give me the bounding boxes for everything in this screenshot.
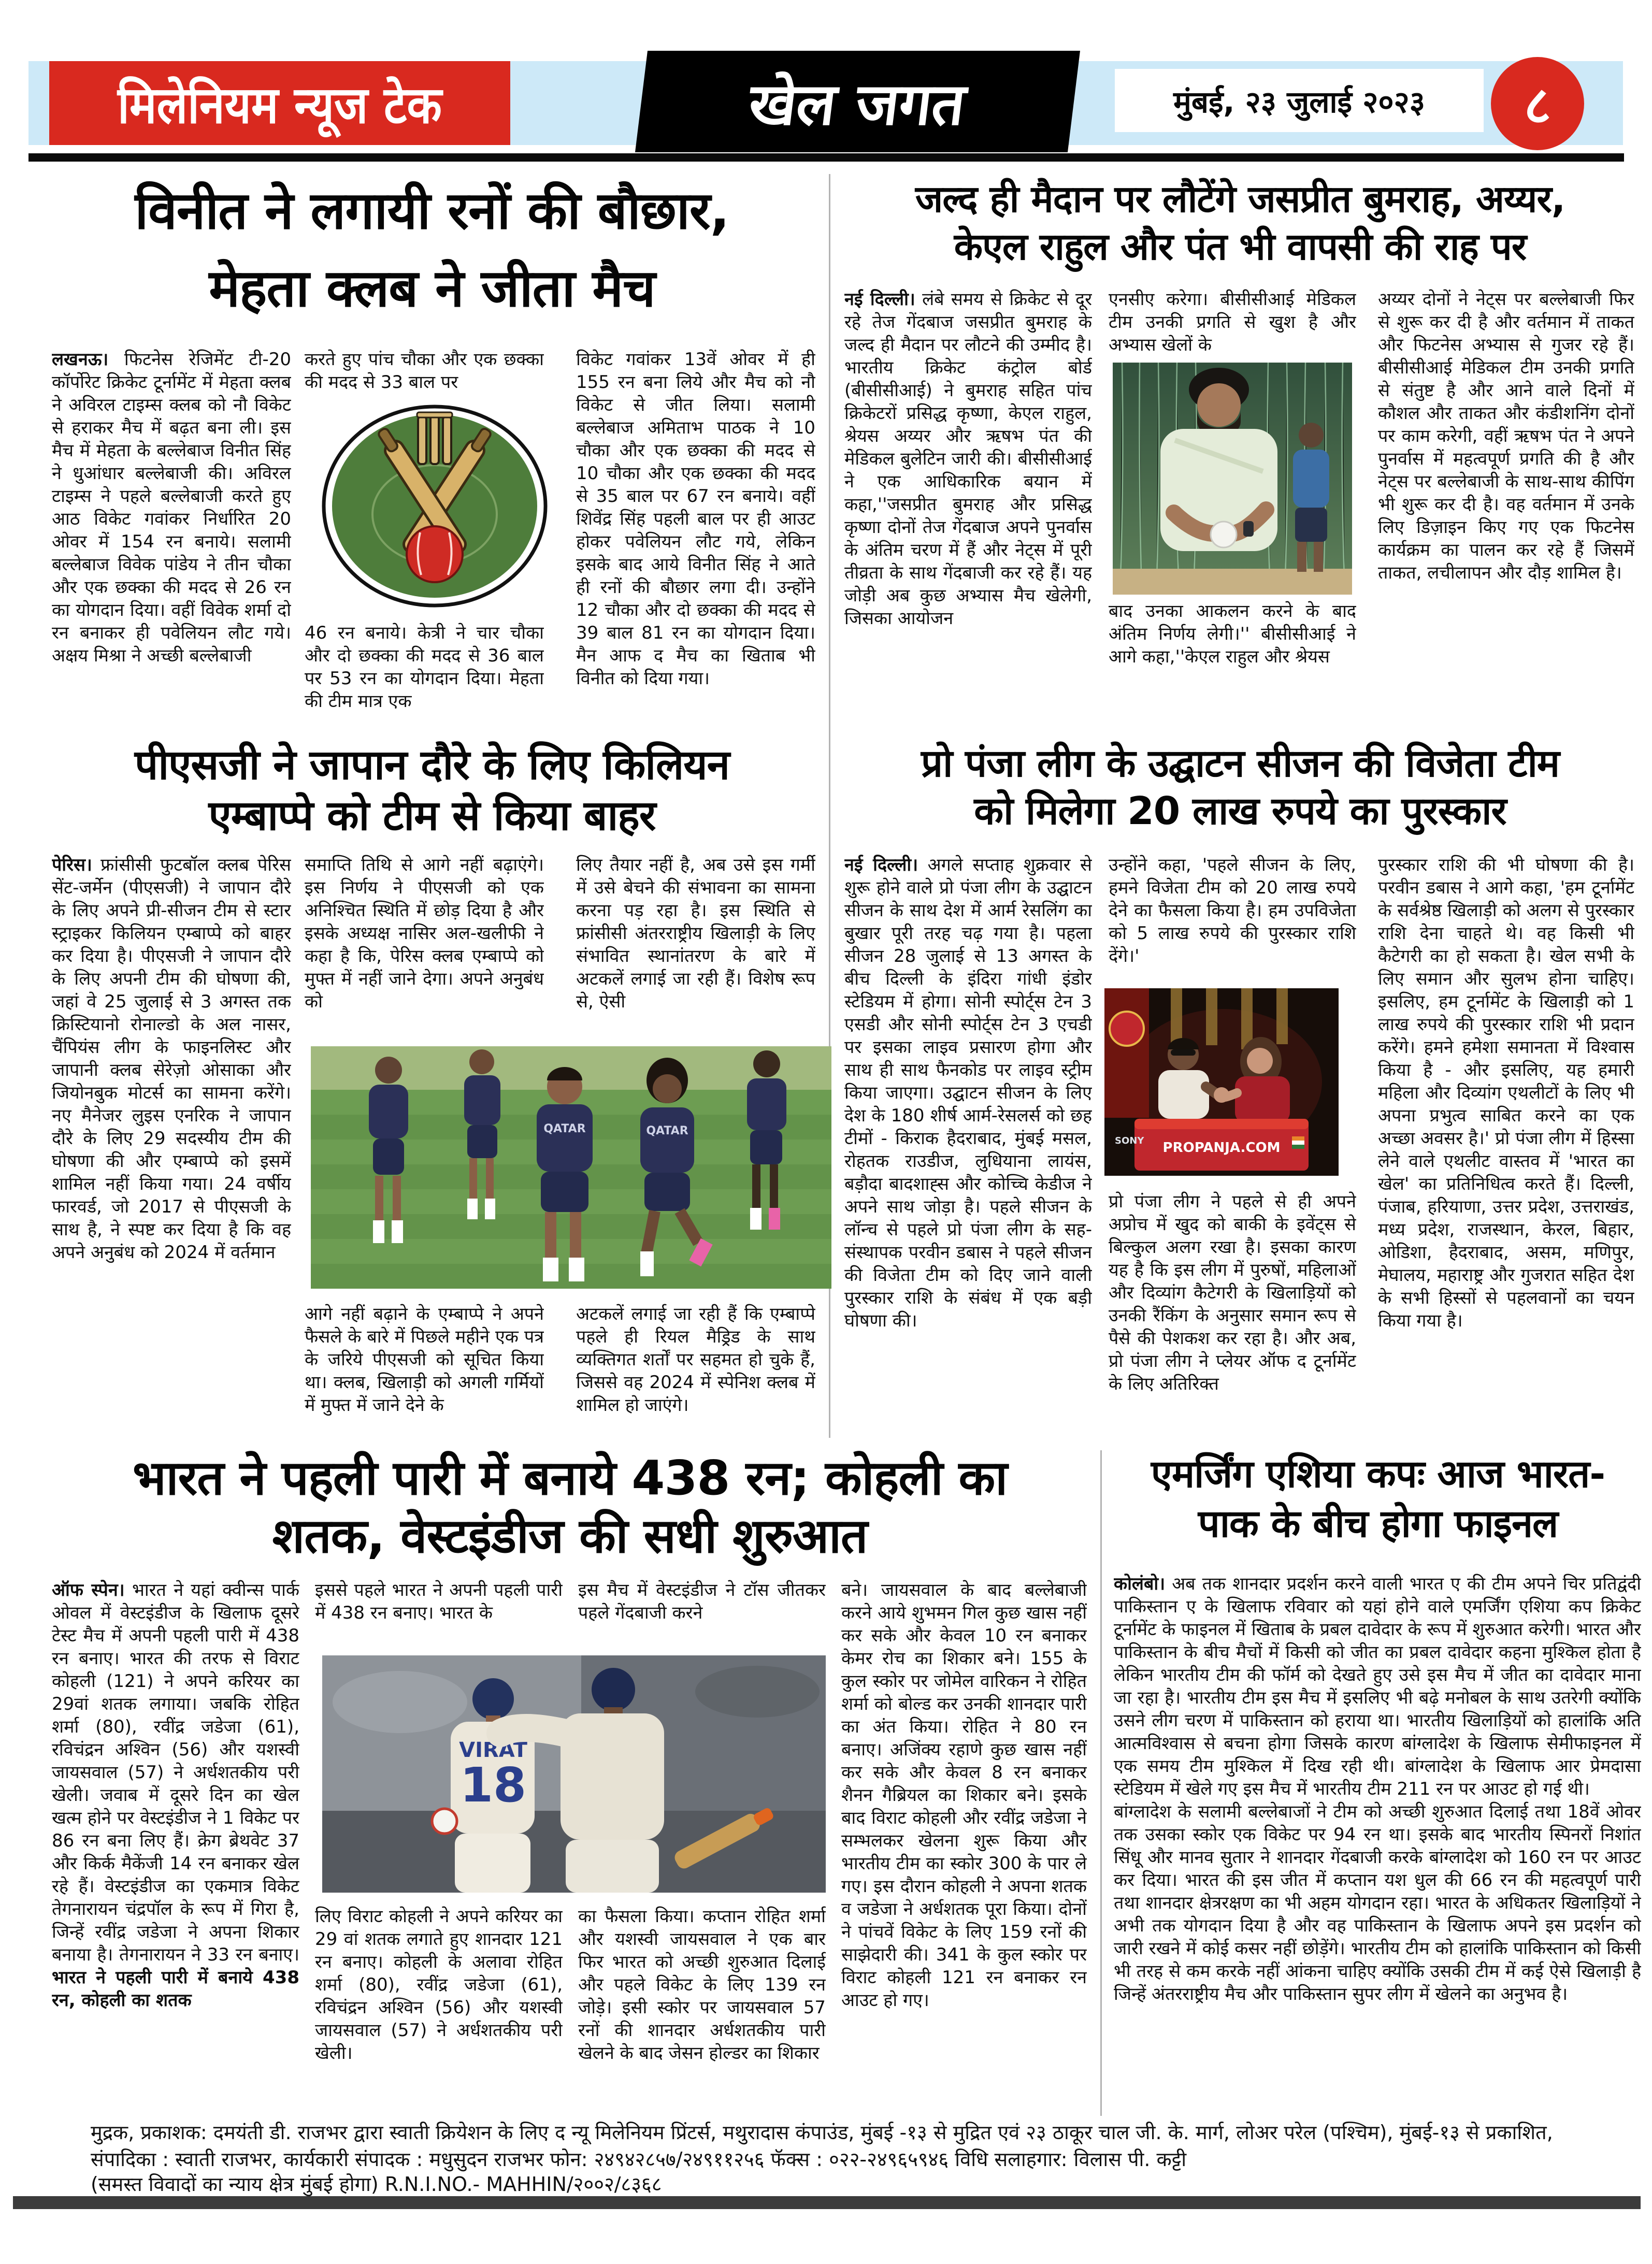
paragraph <box>1114 1800 1641 2006</box>
article-vineet-headline <box>52 172 812 327</box>
headline-line: पाक के बीच होगा फाइनल <box>1198 1502 1558 1546</box>
jersey-name-text: VIRAT <box>459 1738 527 1762</box>
footer-imprint-line3: (समस्त विवादों का न्याय क्षेत्र मुंबई होगा) R.N.I.NO.- MAHHIN/२००२/८३६८ <box>91 2173 662 2196</box>
headline-line: जल्द ही मैदान पर लौटेंगे जसप्रीत बुमराह, अय्यर, <box>915 177 1565 221</box>
body-text: अगले सप्ताह शुक्रवार से शुरू होने वाले प्रो पंजा लीग के उद्घाटन सीजन के साथ देश में आर्म रेसलिंग का बुखार पूरी तरह चढ़ गया है। पहला सीजन 28 जुलाई से 13 अगस्त के बीच दिल्ली के इंदिरा गांधी इंडोर स्टेडियम में होगा। सोनी स्पोर्ट्स टेन 3 एसडी और सोनी स्पोर्ट्स टेन 3 एचडी पर इसका लाइव प्रसारण होगा और साथ ही साथ फैनकोड पर लाइव स्ट्रीम किया जाएगा। उद्घाटन सीजन के लिए देश के 180 शीर्ष आर्म-रेसलर्स को छह टीमों - किराक हैदराबाद, मुंबई मसल, रोहतक राउडीज, लुधियाना लायंस, बड़ौदा बादशाह्स और कोच्चि केडीज ने अपने साथ जोड़ा है। पहले सीजन के लॉन्च से पहले प्रो पंजा लीग के सह-संस्थापक परवीन डबास ने पहले सीजन की विजेता टीम को दिए जाने वाली पुरस्कार राशि के संबंध में एक बड़ी घोषणा की। <box>844 855 1092 1331</box>
sony-logo-text: SONY <box>1115 1135 1144 1146</box>
bumrah-practice-photo <box>1113 363 1352 595</box>
footer-imprint-line2: संपादिका : स्वाती राजभर, कार्यकारी संपादक : मधुसुदन राजभर फोन: २४९४२८५७/२४९११२५६ फॅक्स : ०२२-२४९६५९४६ विधि सलाहगार: विलास पी. कट्टी <box>91 2148 1187 2171</box>
article-psg-col2-top <box>305 854 544 1041</box>
dateline: पेरिस। <box>52 855 92 875</box>
propanja-launch-photo <box>1104 988 1339 1176</box>
body-text: लिए विराट कोहली ने अपने करियर का 29 वां शतक लगाते हुए शानदार 121 रन बनाए। कोहली के अलावा रोहित शर्मा (80), रवींद्र जडेजा (61), रविचंद्रन अश्विन (56) और यशस्वी जायसवाल (57) ने अर्धशतकीय परी खेली। <box>315 1906 563 2064</box>
article-bumrah-col3 <box>1378 288 1634 723</box>
article-bumrah-col2-bottom <box>1109 600 1356 722</box>
section-banner <box>635 51 1080 152</box>
dateline: कोलंबो। <box>1114 1574 1166 1594</box>
dateline: लखनऊ। <box>52 349 109 370</box>
stumps-icon <box>417 412 452 464</box>
cricket-ball-icon <box>407 526 463 582</box>
body-text: करते हुए पांच चौका और एक छक्का की मदद से 33 बाल पर <box>305 349 544 393</box>
masthead <box>49 61 510 145</box>
date-box <box>1115 69 1484 132</box>
page-number-badge <box>1491 57 1584 150</box>
article-india438-col2-top <box>315 1579 563 1651</box>
article-psg-col2-bottom <box>305 1303 544 1440</box>
cricket-club-logo <box>319 403 551 609</box>
jersey-sponsor-text: QATAR <box>646 1124 688 1137</box>
body-text: अय्यर दोनों ने नेट्स पर बल्लेबाजी फिर से शुरू कर दी है और वर्तमान में ताकत और फिटनेस अभ्यास से गुजर रहे हैं। बीसीसीआई मेडिकल टीम उनकी प्रगति से संतुष्ट है और आने वाले दिनों में कौशल और ताकत और कंडीशनिंग दोनों पर काम करेगी, वहीं ऋषभ पंत ने अपने पुनर्वास में महत्वपूर्ण प्रगति की है और नेट्स पर बल्लेबाजी के साथ-साथ कीपिंग भी शुरू कर दी है। वह वर्तमान में उनके लिए डिज़ाइन किए गए एक फिटनेस कार्यक्रम का पालन कर रहे हैं जिसमें ताकत, लचीलापन और दौड़ शामिल है। <box>1378 289 1634 583</box>
body-text: 46 रन बनाये। केत्री ने चार चौका और दो छक्का की मदद से 36 बाल पर 53 रन का योगदान दिया। मेहता की टीम मात्र एक <box>305 623 544 712</box>
date-text: मुंबई, २३ जुलाई २०२३ <box>1173 84 1425 120</box>
dateline: नई दिल्ली। <box>844 855 918 875</box>
body-text: इससे पहले भारत ने अपनी पहली पारी में 438 रन बनाए। भारत के <box>315 1580 563 1623</box>
article-panja-col3 <box>1378 854 1634 1439</box>
dateline: नई दिल्ली। <box>844 289 915 310</box>
headline-line: शतक, वेस्टइंडीज की सधी शुरुआत <box>272 1508 868 1564</box>
body-text: लिए तैयार नहीं है, अब उसे इस गर्मी में उसे बेचने की संभावना का सामना करना पड़ रहा है। इस स्थिति से फ्रांसीसी अंतरराष्ट्रीय खिलाड़ी के लिए संभावित स्थानांतरण के बारे में अटकलें लगाई जा रही हैं। विशेष रूप से, ऐसी <box>576 855 815 1012</box>
article-india438-col1 <box>52 1579 299 2116</box>
body-text: भारत ने यहां क्वीन्स पार्क ओवल में वेस्टइंडीज के खिलाफ दूसरे टेस्ट मैच में अपनी पहली पारी में 438 रन बनाए। भारत की तरफ से विराट कोहली (121) ने अपने करियर का 29वां शतक लगाया। जबकि रोहित शर्मा (80), रवींद्र जडेजा (61), रविचंद्रन अश्विन (56) और यशस्वी जायसवाल (57) ने अर्धशतकीय परी खेली। जवाब में दूसरे दिन का खेल खत्म होने पर वेस्टइंडीज ने 1 विकेट पर 86 रन बना लिए हैं। क्रेग ब्रेथवेट 37 और किर्क मैकेंजी 14 रन बनाकर खेल रहे हैं। वेस्टइंडीज का एकमात्र विकेट तेगनारायन चंद्रपॉल के रूप में गिरा है, जिन्हें रवींद्र जडेजा ने अपना शिकार बनाया है। तेगनारायन ने 33 रन बनाए। <box>52 1580 299 1965</box>
article-vineet-col1 <box>52 348 291 723</box>
body-text: अटकलें लगाई जा रही हैं कि एम्बाप्पे पहले ही रियल मैड्रिड के साथ व्यक्तिगत शर्तों पर सहमत हो चुके हैं, जिससे वह 2024 में स्पेनिश क्लब में शामिल हो जाएंगे। <box>576 1304 815 1416</box>
paragraph <box>1114 1573 1641 1800</box>
body-text: आगे नहीं बढ़ाने के एम्बाप्पे ने अपने फैसले के बारे में पिछले महीने एक पत्र के जरिये पीएसजी को सूचित किया था। क्लब, खिलाड़ी को अगली गर्मियों में मुफ्त में जाने देने के <box>305 1304 544 1416</box>
article-bumrah-headline <box>844 175 1636 270</box>
article-asiacup-body <box>1114 1573 1641 2116</box>
propanja-table <box>1134 1119 1309 1171</box>
body-text: का फैसला किया। कप्तान रोहित शर्मा और यशस्वी जायसवाल ने एक बार फिर भारत को अच्छी शुरुआत दिलाई और पहले विकेट के लिए 139 रन जोड़े। इसी स्कोर पर जायसवाल 57 रनों की शानदार अर्धशतकीय पारी खेलने के बाद जेसन होल्डर का शिकार <box>578 1906 826 2064</box>
article-vineet-col2-bottom <box>305 622 544 723</box>
article-asiacup-headline <box>1114 1449 1642 1549</box>
article-vineet-col2-top <box>305 348 544 400</box>
article-india438-col2-bottom <box>315 1905 563 2116</box>
headline-line: विनीत ने लगायी रनों की बौछार, <box>135 180 729 241</box>
headline-line: केएल राहुल और पंत भी वापसी की राह पर <box>954 225 1527 268</box>
body-text: एनसीए करेगा। बीसीसीआई मेडिकल टीम उनकी प्रगति से खुश है और अभ्यास खेलों के <box>1109 289 1356 355</box>
section-title: खेल जगत <box>745 70 970 138</box>
virat-kohli-celebration-photo <box>322 1655 826 1893</box>
article-panja-col2-bottom <box>1109 1190 1356 1440</box>
headline-line: पीएसजी ने जापान दौरे के लिए किलियन <box>134 741 730 789</box>
dateline: ऑफ स्पेन। <box>52 1580 125 1600</box>
body-text: फिटनेस रेजिमेंट टी-20 कॉर्पोरेट क्रिकेट टूर्नामेंट में मेहता क्लब ने अविरल टाइम्स क्लब को नौ विकेट से हराकर मैच में बढ़त बना ली। इस मैच में मेहता के बल्लेबाज विनीत सिंह ने धुआंधार बल्लेबाजी की। अविरल टाइम्स ने पहले बल्लेबाजी करते हुए आठ विकेट गवांकर निर्धारित 20 ओवर में 154 रन बनाये। सलामी बल्लेबाज विवेक पांडेय ने तीन चौका और एक छक्का की मदद से 26 रन का योगदान दिया। वहीं विवेक शर्मा दो रन बनाकर ही पवेलियन लौट गये। अक्षय मिश्रा ने अच्छी बल्लेबाजी <box>52 349 291 666</box>
bottom-rule <box>13 2196 1641 2209</box>
body-text: पुरस्कार राशि की भी घोषणा की है।परवीन डबास ने आगे कहा, 'हम टूर्नामेंट के सर्वश्रेष्ठ खिलाड़ी को अलग से पुरस्कार राशि देना चाहते थे। वह किसी भी कैटेगरी का हो सकता है। खेल सभी के लिए समान और सुलभ होना चाहिए। इसलिए, हम टूर्नामेंट के खिलाड़ी को 1 लाख रुपये की पुरस्कार राशि भी प्रदान करेंगे। हमने हमेशा समानता में विश्वास किया है - और इसलिए, यह हमारी महिला और दिव्यांग एथलीटों के लिए भी अपना प्रभुत्व साबित करने का एक अच्छा अवसर है।' प्रो पंजा लीग में हिस्सा लेने वाले एथलीट वास्तव में 'भारत का खेल' का प्रतिनिधित्व करते हैं। दिल्ली, पंजाब, हरियाणा, उत्तर प्रदेश, उत्तराखंड, मध्य प्रदेश, राजस्थान, केरल, बिहार, ओडिशा, हैदराबाद, असम, मणिपुर, मेघालय, महाराष्ट्र और गुजरात सहित देश के सभी हिस्सों से पहलवानों का चयन किया गया है। <box>1378 855 1634 1331</box>
article-bumrah-col1 <box>844 288 1092 723</box>
article-panja-headline <box>844 740 1636 835</box>
article-india438-col3-bottom <box>578 1905 826 2116</box>
article-psg-col1 <box>52 854 291 1439</box>
article-panja-col1 <box>844 854 1092 1439</box>
body-text: फ्रांसीसी फुटबॉल क्लब पेरिस सेंट-जर्मेन (पीएसजी) ने जापान दौरे के लिए अपने प्री-सीजन टीम से स्टार स्ट्राइकर किलियन एम्बाप्पे को बाहर कर दिया है। पीएसजी ने जापान दौरे के लिए अपनी टीम की घोषणा की, जहां वे 25 जुलाई से 3 अगस्त तक क्रिस्टियानो रोनाल्डो के अल नासर, चैंपियंस लीग के फाइनलिस्ट और जापानी क्लब सेरेज़ो ओसाका और जियोनबुक मोटर्स का सामना करेंगे। नए मैनेजर लुइस एनरिक ने जापान दौरे के लिए 29 सदस्यीय टीम की घोषणा की और एम्बाप्पे को इसमें शामिल नहीं किया गया। 24 वर्षीय फारवर्ड, जो 2017 से पीएसजी के साथ है, ने स्पष्ट कर दिया है कि वह अपने अनुबंध को 2024 में वर्तमान <box>52 855 291 1263</box>
headline-line: प्रो पंजा लीग के उद्घाटन सीजन की विजेता टीम <box>921 741 1560 786</box>
body-text: लंबे समय से क्रिकेट से दूर रहे तेज गेंदबाज जसप्रीत बुमराह के जल्द ही मैदान पर लौटने की उम्मीद है। भारतीय क्रिकेट कंट्रोल बोर्ड (बीसीसीआई) ने बुमराह सहित पांच क्रिकेटरों प्रसिद्ध कृष्णा, केएल राहुल, श्रेयस अय्यर और ऋषभ पंत की मेडिकल बुलेटिन जारी की। बीसीसीआई ने एक आधिकारिक बयान में कहा,''जसप्रीत बुमराह और प्रसिद्ध कृष्णा दोनों तेज गेंदबाज अपने पुनर्वास के अंतिम चरण में हैं और नेट्स में पूरी तीव्रता के साथ गेंदबाजी कर रहे हैं। यह जोड़ी अब कुछ अभ्यास मैच खेलेगी, जिसका आयोजन <box>844 289 1092 629</box>
article-india438-headline <box>52 1449 1088 1565</box>
footer-imprint-line1: मुद्रक, प्रकाशक: दमयंती डी. राजभर द्वारा स्वाती क्रियेशन के लिए द न्यू मिलेनियम प्रिंटर्स, मथुरादास कंपाउंड, मुंबई -१३ से मुद्रित एवं २३ ठाकूर चाल जी. के. मार्ग, लोअर परेल (पश्चिम), मुंबई-१३ से प्रकाशित, <box>91 2121 1553 2144</box>
column-divider-bottom <box>1100 1450 1102 2116</box>
article-panja-col2-top <box>1109 854 1356 984</box>
table-brand-text: PROPANJA.COM <box>1162 1140 1281 1156</box>
psg-training-photo <box>311 1046 831 1289</box>
body-text: उन्होंने कहा, 'पहले सीजन के लिए, हमने विजेता टीम को 20 लाख रुपये देने का फैसला किया है। हम उपविजेता को 5 लाख रुपये की पुरस्कार राशि देंगे।' <box>1109 855 1356 967</box>
body-text: बांग्लादेश के सलामी बल्लेबाजों ने टीम को अच्छी शुरुआत दिलाई तथा 18वें ओवर तक उसका स्कोर एक विकेट पर 94 रन था। इसके बाद भारतीय स्पिनरों निशांत सिंधू और मानव सुतार ने शानदार गेंदबाजी करके बांग्लादेश को 160 रन पर आउट कर दिया। भारत की इस जीत में कप्तान यश धुल की 66 रन की महत्वपूर्ण पारी तथा शानदार क्षेत्ररक्षण का भी अहम योगदान रहा। भारत के अधिकतर खिलाड़ियों ने अभी तक योगदान दिया है और वह पाकिस्तान के खिलाफ अपने इस प्रदर्शन को जारी रखने में कोई कसर नहीं छोड़ेंगे। भारतीय टीम को हालांकि पाकिस्तान को किसी भी तरह से कम करके नहीं आंकना चाहिए क्योंकि उसकी टीम में कई ऐसे खिलाड़ी है जिन्हें अंतरराष्ट्रीय मैच और पाकिस्तान सुपर लीग में खेलने का अनुभव है। <box>1114 1801 1641 2005</box>
headline-line: एम्बाप्पे को टीम से किया बाहर <box>208 791 656 840</box>
article-psg-col3-top <box>576 854 815 1041</box>
body-text: बाद उनका आकलन करने के बाद अंतिम निर्णय लेगी।'' बीसीसीआई ने आगे कहा,''केएल राहुल और श्रेयस <box>1109 601 1356 667</box>
jersey-sponsor-text: QATAR <box>543 1122 586 1135</box>
headline-line: एमर्जिंग एशिया कपः आज भारत- <box>1151 1452 1605 1496</box>
body-text: समाप्ति तिथि से आगे नहीं बढ़ाएंगे। इस निर्णय ने पीएसजी को एक अनिश्चित स्थिति में छोड़ दिया है और इसके अध्यक्ष नासिर अल-खलीफी ने कहा है कि, पेरिस क्लब एम्बाप्पे को मुफ्त में नहीं जाने देगा। अपने अनुबंध को <box>305 855 544 1012</box>
article-bumrah-col2-top <box>1109 288 1356 360</box>
headline-line: मेहता क्लब ने जीता मैच <box>209 258 655 319</box>
body-text: बने। जायसवाल के बाद बल्लेबाजी करने आये शुभमन गिल कुछ खास नहीं कर सके और केवल 10 रन बनाकर केमर रोच का शिकार बने। 155 के कुल स्कोर पर जोमेल वारिकन ने रोहित शर्मा को बोल्ड कर उनकी शानदार पारी का अंत किया। रोहित ने 80 रन बनाए। अजिंक्य रहाणे कुछ खास नहीं कर सके और केवल 8 रन बनाकर शैनन गैब्रियल का शिकार बने। इसके बाद विराट कोहली और रवींद्र जडेजा ने सम्भलकर खेलना शुरू किया और भारतीय टीम का स्कोर 300 के पार ले गए। इस दौरान कोहली ने अपना शतक व जडेजा ने अर्धशतक पूरा किया। दोनों ने पांचवें विकेट के लिए 159 रनों की साझेदारी की। 341 के कुल स्कोर पर विराट कोहली 121 रन बनाकर रन आउट हो गए। <box>841 1580 1087 2011</box>
body-text: प्रो पंजा लीग ने पहले से ही अपने अप्रोच में खुद को बाकी के इवेंट्स से बिल्कुल अलग रखा है। इसका कारण यह है कि इस लीग में पुरुषों, महिलाओं और दिव्यांग कैटेगरी के खिलाड़ियों को उनकी रैंकिंग के अनुसार समान रूप से पैसे की पेशकश कर रहा है। और अब, प्रो पंजा लीग ने प्लेयर ऑफ द टूर्नामेंट के लिए अतिरिक्त <box>1109 1191 1356 1394</box>
article-india438-col4 <box>841 1579 1087 2116</box>
body-text: विकेट गवांकर 13वें ओवर में ही 155 रन बना लिये और मैच को नौ विकेट से जीत लिया। सलामी बल्लेबाज अमिताभ पाठक ने 10 चौका और एक छक्का की मदद से 10 चौका और एक छक्का की मदद से 35 बाल पर 67 रन बनाये। वहीं शिवेंद्र सिंह पहली बाल पर ही आउट होकर पवेलियन लौट गये, लेकिन इसके बाद आये विनीत सिंह ने आते ही रनों की बौछार लगा दी। उन्होंने 12 चौका और दो छक्का की मदद से 39 बाल 81 रन का योगदान दिया। मैन आफ द मैच का खिताब भी विनीत को दिया गया। <box>576 349 815 689</box>
page-number: ८ <box>1524 75 1551 136</box>
article-psg-col3-bottom <box>576 1303 815 1440</box>
body-text-bold: भारत ने पहली पारी में बनाये 438 रन, कोहली का शतक <box>52 1967 299 2011</box>
headline-line: को मिलेगा 20 लाख रुपये का पुरस्कार <box>974 789 1506 833</box>
body-text: अब तक शानदार प्रदर्शन करने वाली भारत ए की टीम अपने चिर प्रतिद्वंदी पाकिस्तान ए के खिलाफ रविवार को यहां होने वाले एमर्जिंग एशिया कप क्रिकेट टूर्नामेंट के फाइनल में खिताब के प्रबल दावेदार के रूप में शुरुआत करेगी। भारत और पाकिस्तान के बीच मैचों में किसी को जीत का प्रबल दावेदार कहना मुश्किल होता है लेकिन भारतीय टीम की फॉर्म को देखते हुए उसे इस मैच में जीत का दावेदार माना जा रहा है। भारतीय टीम इस मैच में इसलिए भी बढ़े मनोबल के साथ उतरेगी क्योंकि उसने लीग चरण में पाकिस्तान को हराया था। भारतीय खिलाड़ियों को हालांकि अति आत्मविश्वास से बचना होगा जिसके कारण बांग्लादेश के खिलाफ सेमीफाइनल में एक समय टीम मुश्किल में दिख रही थी। बांग्लादेश के खिलाफ आर प्रेमदासा स्टेडियम में खेले गए इस मैच में भारतीय टीम 211 रन पर आउट हो गई थी। <box>1114 1574 1641 1799</box>
header-rule <box>28 153 1624 162</box>
body-text: इस मैच में वेस्टइंडीज ने टॉस जीतकर पहले गेंदबाजी करने <box>578 1580 826 1623</box>
headline-line: भारत ने पहली पारी में बनाये 438 रन; कोहली का <box>132 1450 1008 1506</box>
jersey-number-text: 18 <box>459 1757 527 1813</box>
masthead-title: मिलेनियम न्यूज टेक <box>118 75 442 135</box>
article-vineet-col3 <box>576 348 815 723</box>
article-psg-headline <box>52 740 812 841</box>
article-india438-col3-top <box>578 1579 826 1651</box>
